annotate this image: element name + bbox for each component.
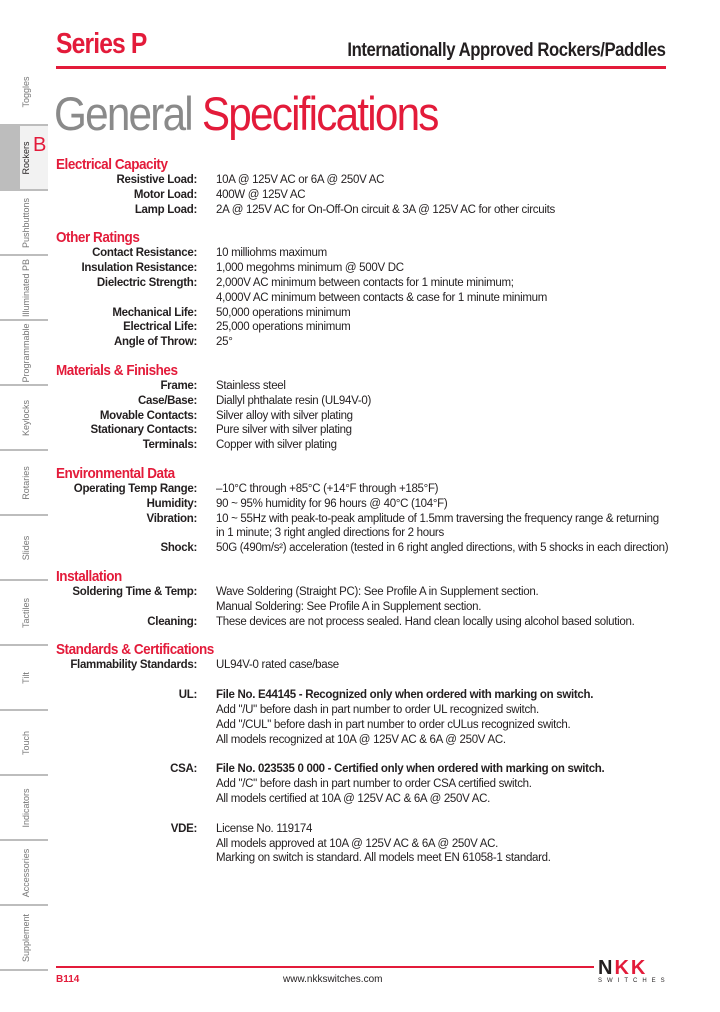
spec-label: Angle of Throw: <box>113 336 197 349</box>
spec-row <box>56 658 706 673</box>
tab-letter: B <box>33 134 47 156</box>
spec-value: Add "/C" before dash in part number to order CSA certified switch. <box>216 778 532 791</box>
spec-label <box>56 733 216 748</box>
spec-label: Flammability Standards: <box>70 659 197 672</box>
spec-value: All models recognized at 10A @ 125V AC & 6A @ 250V AC. <box>216 733 506 746</box>
spec-row <box>56 718 706 733</box>
spec-value: File No. E44145 - Recognized only when ordered with marking on switch. <box>216 689 594 702</box>
spec-label: Motor Load: <box>133 188 197 201</box>
spec-row <box>56 792 706 807</box>
tab-programmable[interactable] <box>0 321 48 386</box>
spec-row <box>56 512 706 527</box>
spec-row <box>56 851 706 866</box>
spec-label <box>56 291 216 306</box>
spec-value: 4,000V AC minimum between contacts & case for 1 minute minimum <box>216 291 548 304</box>
tab-label: Toggles <box>21 76 31 108</box>
spec-value: 50G (490m/s²) acceleration (tested in 6 right angled directions, with 5 shocks in each direction) <box>216 542 669 555</box>
spec-value: All models certified at 10A @ 125V AC & 6A @ 250V AC. <box>216 792 491 805</box>
tab-label: Rotaries <box>21 465 31 500</box>
spec-row <box>56 837 706 852</box>
tab-rockers[interactable] <box>0 126 48 191</box>
spec-value: 90 ~ 95% humidity for 96 hours @ 40°C (104°F) <box>216 497 448 510</box>
tab-label: Rockers <box>21 140 31 175</box>
spec-value: Wave Soldering (Straight PC): See Profile A in Supplement section. <box>216 585 539 598</box>
spec-row <box>56 261 706 276</box>
spec-label: Case/Base: <box>137 394 197 407</box>
nkk-logo: NKK SWITCHES <box>598 957 670 984</box>
spec-value: Diallyl phthalate resin (UL94V-0) <box>216 394 372 407</box>
tab-label: Pushbuttons <box>21 197 31 248</box>
spec-label: Movable Contacts: <box>99 409 197 422</box>
spec-row <box>56 409 706 424</box>
spec-value: 50,000 operations minimum <box>216 306 351 319</box>
spec-label: Terminals: <box>142 439 197 452</box>
spec-value: These devices are not process sealed. Hand clean locally using alcohol based solution. <box>216 615 635 628</box>
spec-value: 10A @ 125V AC or 6A @ 250V AC <box>216 174 385 186</box>
tab-accessories[interactable] <box>0 841 48 906</box>
spec-value: 10 ~ 55Hz with peak-to-peak amplitude of 1.5mm traversing the frequency range & returning <box>216 512 659 525</box>
spec-label: Cleaning: <box>147 615 197 628</box>
spec-row <box>56 777 706 792</box>
spec-label: Resistive Load: <box>116 174 197 186</box>
section-tabs <box>0 60 48 971</box>
tab-label: Programmable <box>21 322 31 383</box>
tab-label: Slides <box>21 535 31 560</box>
spec-value: 25,000 operations minimum <box>216 321 351 334</box>
tab-label: Supplement <box>21 913 31 962</box>
spec-row <box>56 585 706 600</box>
spec-value: Manual Soldering: See Profile A in Supplement section. <box>216 600 482 613</box>
spec-value: 25° <box>216 336 233 349</box>
tab-slides[interactable] <box>0 516 48 581</box>
spec-row <box>56 822 706 837</box>
logo-subtext: SWITCHES <box>598 978 670 984</box>
page-subtitle: Internationally Approved Rockers/Paddles <box>347 40 666 61</box>
spec-value: Pure silver with silver plating <box>216 424 352 437</box>
section-heading: Electrical Capacity <box>56 156 168 173</box>
tab-label: Touch <box>21 730 31 755</box>
tab-label: Tilt <box>21 671 31 684</box>
spec-label: Frame: <box>160 379 197 392</box>
spec-value: All models approved at 10A @ 125V AC & 6A @ 250V AC. <box>216 837 499 850</box>
spec-label <box>56 718 216 733</box>
section-heading: Materials & Finishes <box>56 361 178 379</box>
spec-value: Add "/CUL" before dash in part number to order cULus recognized switch. <box>216 718 571 731</box>
spec-label: Insulation Resistance: <box>81 262 197 275</box>
spec-label: Soldering Time & Temp: <box>72 585 197 598</box>
spec-value: Copper with silver plating <box>216 439 337 452</box>
spec-label: VDE: <box>170 822 197 835</box>
spec-value: License No. 119174 <box>216 822 313 835</box>
spec-label <box>56 703 216 718</box>
spec-row <box>56 733 706 748</box>
spec-row <box>56 203 706 218</box>
spec-label <box>56 526 216 541</box>
spec-row <box>56 379 706 394</box>
spec-row <box>56 688 706 703</box>
spec-label: UL: <box>178 689 197 702</box>
spec-label <box>56 851 216 866</box>
spec-label: Lamp Load: <box>134 203 197 216</box>
spec-row <box>56 762 706 777</box>
spec-row <box>56 394 706 409</box>
spec-row <box>56 526 706 541</box>
spec-content <box>56 156 706 866</box>
spec-row <box>56 423 706 438</box>
title-specifications: Specifications <box>201 87 438 140</box>
spec-value: Silver alloy with silver plating <box>216 409 353 422</box>
spec-row <box>56 173 706 188</box>
spec-row <box>56 291 706 306</box>
tab-tilt[interactable] <box>0 646 48 711</box>
section-heading: Installation <box>56 567 122 585</box>
tab-label: Tactiles <box>21 597 31 628</box>
spec-value: 2A @ 125V AC for On-Off-On circuit & 3A @ 125V AC for other circuits <box>216 203 555 216</box>
section-heading: Other Ratings <box>56 229 140 247</box>
website-link[interactable]: www.nkkswitches.com <box>283 974 383 985</box>
spec-row <box>56 438 706 453</box>
spec-row <box>56 335 706 350</box>
tab-rotaries[interactable] <box>0 451 48 516</box>
page-number: B114 <box>56 974 80 985</box>
spec-value: UL94V-0 rated case/base <box>216 659 339 672</box>
spec-row <box>56 615 706 630</box>
spec-row <box>56 276 706 291</box>
series-title: Series P <box>56 28 147 60</box>
spec-value: 1,000 megohms minimum @ 500V DC <box>216 262 404 275</box>
spec-label <box>56 600 216 615</box>
section-heading: Standards & Certifications <box>56 641 214 659</box>
spec-row <box>56 497 706 512</box>
tab-keylocks[interactable] <box>0 386 48 451</box>
spec-row <box>56 246 706 261</box>
spec-label: Stationary Contacts: <box>90 424 197 437</box>
tab-label: Illuminated PB <box>21 258 31 317</box>
spec-value: in 1 minute; 3 right angled directions for 2 hours <box>216 527 444 540</box>
spec-row <box>56 703 706 718</box>
spec-value: 400W @ 125V AC <box>216 188 306 201</box>
spec-row <box>56 541 706 556</box>
spec-value: –10°C through +85°C (+14°F through +185°F) <box>216 482 439 495</box>
section-heading: Environmental Data <box>56 464 175 482</box>
spec-row <box>56 188 706 203</box>
spec-label <box>56 837 216 852</box>
spec-label: Shock: <box>160 542 197 555</box>
tab-label: Keylocks <box>21 399 31 436</box>
spec-value: 2,000V AC minimum between contacts for 1 minute minimum; <box>216 276 514 289</box>
header-divider <box>56 66 666 69</box>
tab-label: Indicators <box>21 787 31 828</box>
title-general: General <box>54 87 192 140</box>
spec-value: 10 milliohms maximum <box>216 247 327 260</box>
spec-label <box>56 792 216 807</box>
tab-pushbuttons[interactable] <box>0 191 48 256</box>
spec-value: Add "/U" before dash in part number to order UL recognized switch. <box>216 703 539 716</box>
tab-tactiles[interactable] <box>0 581 48 646</box>
spec-label: CSA: <box>170 763 197 776</box>
tab-touch[interactable] <box>0 711 48 776</box>
tab-illuminated-pb[interactable] <box>0 256 48 321</box>
spec-row <box>56 600 706 615</box>
tab-label: Accessories <box>21 848 31 897</box>
spec-label: Mechanical Life: <box>112 306 197 319</box>
spec-label: Operating Temp Range: <box>73 482 197 495</box>
spec-value: Marking on switch is standard. All models meet EN 61058-1 standard. <box>216 852 551 865</box>
spec-value: Stainless steel <box>216 379 286 392</box>
spec-label: Dielectric Strength: <box>96 276 197 289</box>
tab-supplement[interactable] <box>0 906 48 971</box>
spec-label: Vibration: <box>146 512 197 525</box>
spec-value: File No. 023535 0 000 - Certified only when ordered with marking on switch. <box>216 763 605 776</box>
spec-label: Electrical Life: <box>123 321 197 334</box>
spec-label: Humidity: <box>146 497 197 510</box>
tab-toggles[interactable] <box>0 60 48 126</box>
footer-divider <box>56 966 594 968</box>
spec-label: Contact Resistance: <box>92 247 197 260</box>
spec-row <box>56 482 706 497</box>
tab-indicators[interactable] <box>0 776 48 841</box>
spec-row <box>56 320 706 335</box>
page-title <box>54 86 438 141</box>
spec-label <box>56 777 216 792</box>
spec-row <box>56 306 706 321</box>
